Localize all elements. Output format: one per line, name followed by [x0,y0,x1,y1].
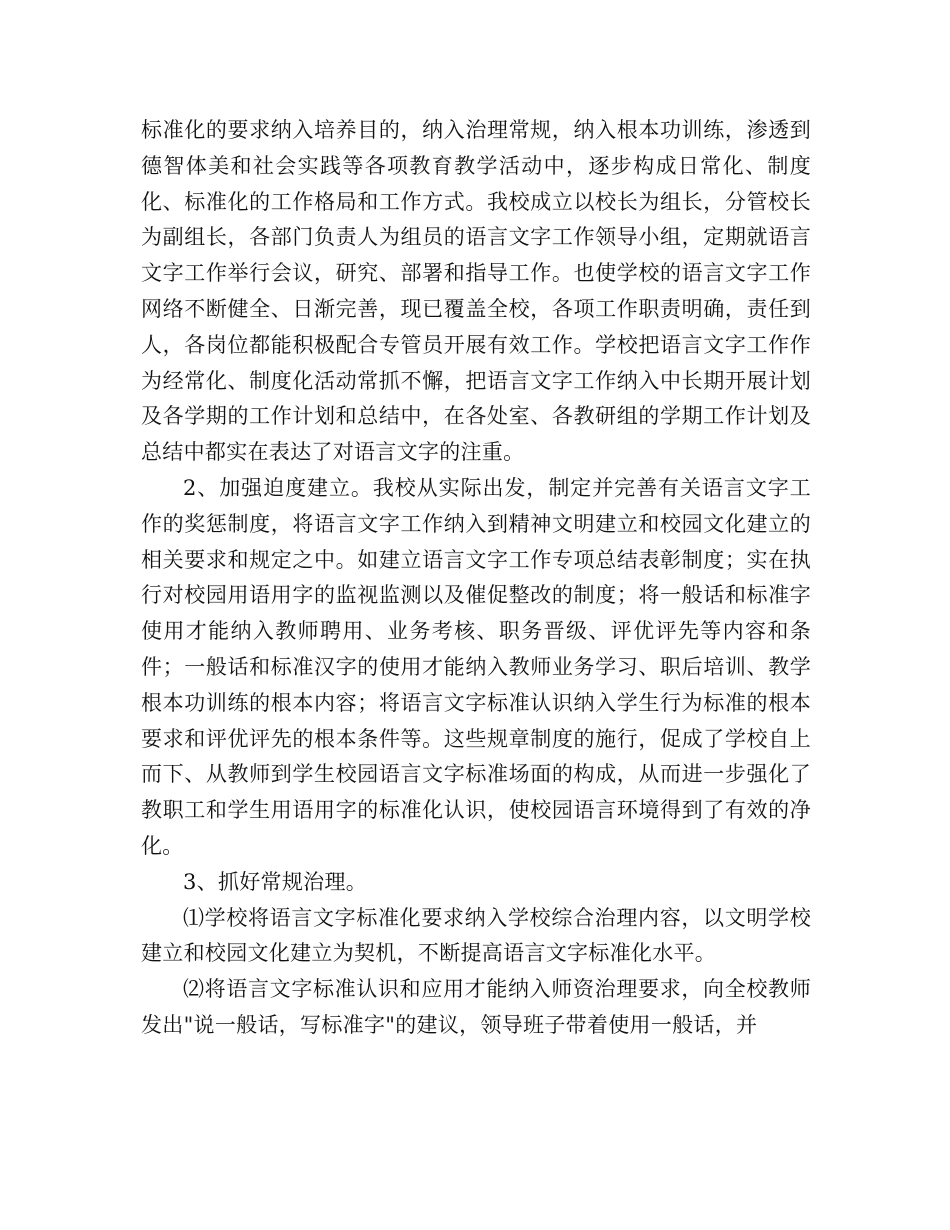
paragraph-routine-management-heading: 3、抓好常规治理。 [183,869,368,894]
paragraph-item-2: ⑵将语言文字标准认识和应用才能纳入师资治理要求，向全校教师发出"说一般话，写标准字"的建议，领导班子带着使用一般话，并 [141,977,811,1037]
paragraph-system-building: 2、加强迫度建立。我校从实际出发，制定并完善有关语言文字工作的奖惩制度，将语言文字工作纳入到精神文明建立和校园文化建立的相关要求和规定之中。如建立语言文字工作专项总结表彰制度；实在执行对校园用语用字的监视监测以及催促整改的制度；将一般话和标准字使用才能纳入教师聘用、业务考核、职务晋级、评优评先等内容和条件；一般话和标准汉字的使用才能纳入教师业务学习、职后培训、教学根本功训练的根本内容；将语言文字标准认识纳入学生行为标准的根本要求和评优评先的根本条件等。这些规章制度的施行，促成了学校自上而下、从教师到学生校园语言文字标准场面的构成，从而进一步强化了教职工和学生用语用字的标准化认识，使校园语言环境得到了有效的净化。 [141,475,811,858]
paragraph-continuation: 标准化的要求纳入培养目的，纳入治理常规，纳入根本功训练，渗透到德智体美和社会实践等各项教育教学活动中，逐步构成日常化、制度化、标准化的工作格局和工作方式。我校成立以校长为组长，分管校长为副组长，各部门负责人为组员的语言文字工作领导小组，定期就语言文字工作举行会议，研究、部署和指导工作。也使学校的语言文字工作网络不断健全、日渐完善，现已覆盖全校，各项工作职责明确，责任到人，各岗位都能积极配合专管员开展有效工作。学校把语言文字工作作为经常化、制度化活动常抓不懈，把语言文字工作纳入中长期开展计划及各学期的工作计划和总结中，在各处室、各教研组的学期工作计划及总结中都实在表达了对语言文字的注重。 [141,118,811,465]
paragraph-item-1: ⑴学校将语言文字标准化要求纳入学校综合治理内容，以文明学校建立和校园文化建立为契机，不断提高语言文字标准化水平。 [141,905,811,966]
document-body [141,113,811,1044]
